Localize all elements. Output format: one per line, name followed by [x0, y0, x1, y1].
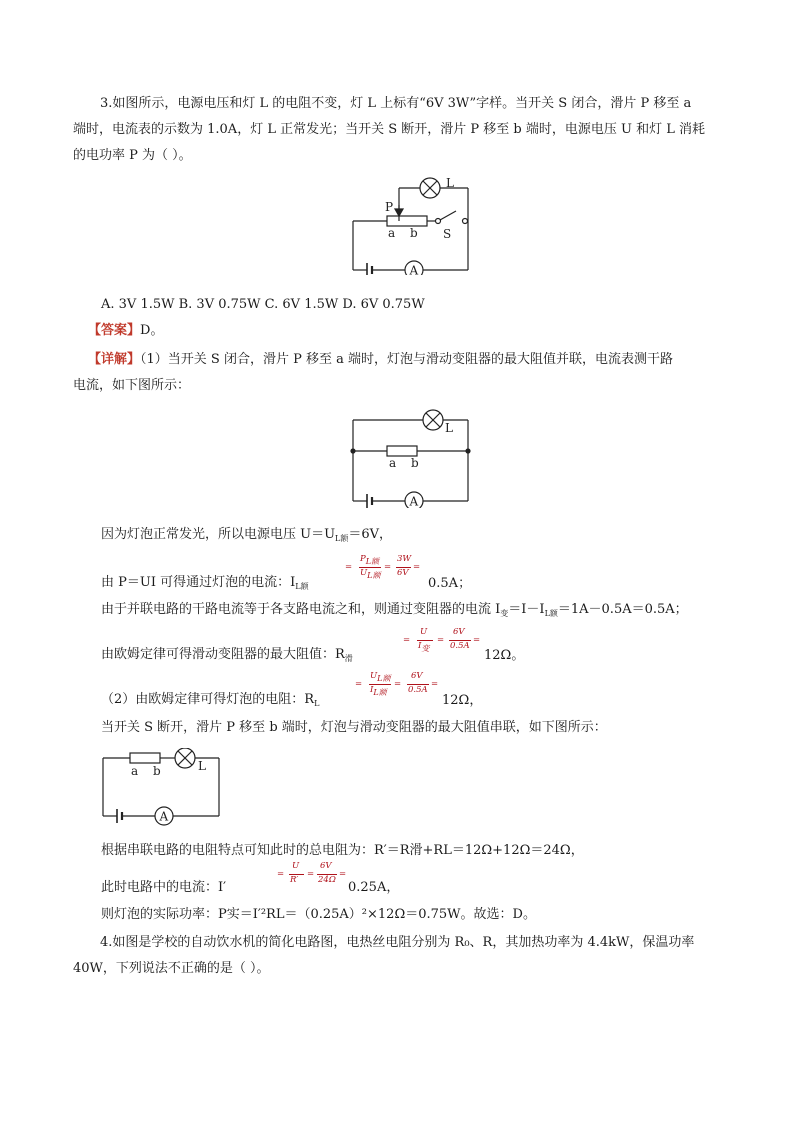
ohm1-line: [101, 647, 353, 664]
f3-den-sub: 变: [421, 644, 430, 653]
frac3-num: U: [420, 627, 428, 637]
q4-line-1: 4.如图是学校的自动饮水机的简化电路图，电热丝电阻分别为 R₀、R，其加热功率为 4.4kW，保温功率: [100, 935, 695, 950]
detail-text-1: （1）当开关 S 闭合，滑片 P 移至 a 端时，灯泡与滑动变阻器的最大阻值并联，电流表测干路: [140, 352, 673, 367]
eq-sign: =: [403, 635, 411, 645]
parallel-sub-1: 变: [500, 609, 509, 618]
i2-formula: [277, 861, 357, 895]
frac1-num: [360, 554, 379, 567]
q4-line-2: 40W，下列说法不正确的是（ ）。: [73, 961, 270, 976]
frac6-num: 6V: [411, 671, 423, 681]
q3-line-1: 3.如图所示，电源电压和灯 L 的电阻不变，灯 L 上标有“6V 3W”字样。当开关 S 闭合，滑片 P 移至 a: [100, 96, 692, 111]
q3-line-3: 的电功率 P 为（ ）。: [73, 148, 192, 163]
ohm1-formula: [403, 627, 493, 661]
voltage-value: ＝6V，: [348, 527, 393, 542]
frac7-num: U: [292, 861, 300, 871]
frac2-den: 6V: [397, 568, 409, 578]
total-resistance-line: 根据串联电路的电阻特点可知此时的总电阻为：R′＝R滑+RL＝12Ω+12Ω＝24Ω，: [101, 843, 584, 858]
eq-sign: =: [307, 869, 315, 879]
eq-sign: =: [394, 679, 402, 689]
current-text: 由 P＝UI 可得通过灯泡的电流：I: [101, 575, 296, 590]
ammeter-label: A: [409, 494, 419, 508]
q3-line-2: 端时，电流表的示数为 1.0A，灯 L 正常发光；当开关 S 断开，滑片 P 移至 b 端时，电源电压 U 和灯 L 消耗: [73, 122, 705, 137]
eq-sign: =: [384, 562, 392, 572]
eq-sign: =: [431, 679, 439, 689]
parallel-text: 由于并联电路的干路电流等于各支路电流之和，则通过变阻器的电流 I: [101, 602, 501, 617]
terminal-a-label: a: [388, 226, 396, 240]
detail-line-2: 电流，如下图所示：: [73, 378, 191, 393]
eq-sign: =: [437, 635, 445, 645]
ohm2-line: [101, 692, 319, 709]
terminal-a-label: a: [131, 764, 139, 778]
lamp-l-label: L: [446, 176, 454, 190]
current-line: [101, 575, 309, 592]
eq-sign: =: [413, 562, 421, 572]
ohm2-text: （2）由欧姆定律可得灯泡的电阻：R: [101, 692, 315, 707]
f5-den-sub: L额: [373, 688, 387, 697]
answer-text: D。: [140, 323, 164, 338]
current-formula: [345, 554, 435, 588]
frac8-den: 24Ω: [318, 875, 336, 885]
eq-sign: =: [277, 869, 285, 879]
f1-num-sub: L额: [365, 557, 380, 566]
eq-sign: =: [473, 635, 481, 645]
detail-label: 【详解】: [88, 352, 141, 367]
switch-s-label: S: [443, 227, 452, 241]
ohm1-sub: 滑: [344, 654, 353, 663]
f3-den: I: [418, 641, 422, 651]
voltage-text: 因为灯泡正常发光，所以电源电压 U＝U: [101, 527, 336, 542]
slider-p-label: P: [385, 200, 394, 214]
i2-text: 此时电路中的电流：I′: [101, 880, 227, 895]
f1-den-sub: L额: [367, 571, 381, 580]
ohm2-result: 12Ω，: [442, 693, 483, 708]
current-sub: L额: [295, 582, 309, 591]
f5-den: I: [370, 685, 374, 695]
series-text: 当开关 S 断开，滑片 P 移至 b 端时，灯泡与滑动变阻器的最大阻值串联，如下图所示：: [101, 720, 607, 735]
parallel-mid: ＝I－I: [508, 602, 545, 617]
frac6-den: 0.5A: [408, 685, 428, 695]
f1-den: U: [360, 568, 368, 578]
ohm1-result: 12Ω。: [484, 648, 525, 663]
ohm1-text: 由欧姆定律可得滑动变阻器的最大阻值：R: [101, 647, 345, 662]
eq-sign: =: [339, 869, 347, 879]
ohm2-formula: [355, 671, 445, 705]
frac7-den: R′: [290, 875, 299, 885]
eq-sign: =: [345, 562, 353, 572]
current-result: 0.5A；: [428, 576, 472, 591]
frac5-num: [370, 671, 390, 684]
parallel-line: [101, 602, 688, 619]
terminal-a-label: a: [389, 456, 397, 470]
frac8-num: 6V: [320, 861, 332, 871]
terminal-b-label: b: [410, 226, 418, 240]
f5-num: U: [370, 671, 378, 681]
circuit-diagram-2: [345, 408, 475, 508]
parallel-result: ＝1A－0.5A＝0.5A；: [557, 602, 688, 617]
f5-num-sub: L额: [377, 674, 391, 683]
parallel-sub-2: L额: [544, 609, 558, 618]
q3-options: A. 3V 1.5W B. 3V 0.75W C. 6V 1.5W D. 6V 0.75W: [101, 297, 425, 312]
voltage-line: [101, 527, 392, 544]
eq-sign: =: [355, 679, 363, 689]
frac5-den: [370, 685, 387, 698]
frac2-num: 3W: [397, 554, 412, 564]
frac1-den: [360, 568, 380, 581]
power-line: 则灯泡的实际功率：P实＝I′²RL＝（0.25A）²×12Ω＝0.75W。故选：D。: [101, 907, 536, 922]
frac3-den: [418, 641, 429, 654]
ammeter-label: A: [409, 263, 419, 275]
lamp-l-label: L: [198, 759, 206, 773]
i2-result: 0.25A，: [348, 880, 400, 895]
circuit-diagram-3: [97, 748, 227, 833]
ohm2-sub: L: [314, 699, 320, 708]
frac4-den: 0.5A: [450, 641, 470, 651]
answer-label: 【答案】: [88, 323, 141, 338]
frac4-num: 6V: [453, 627, 465, 637]
ammeter-label: A: [159, 809, 169, 824]
terminal-b-label: b: [153, 764, 161, 778]
voltage-sub: L额: [335, 534, 349, 543]
circuit-diagram-1: [345, 175, 475, 275]
answer-line: [88, 323, 163, 340]
terminal-b-label: b: [411, 456, 419, 470]
f1-num: P: [360, 554, 366, 564]
detail-line-1: [88, 352, 673, 369]
lamp-l-label: L: [445, 421, 453, 435]
